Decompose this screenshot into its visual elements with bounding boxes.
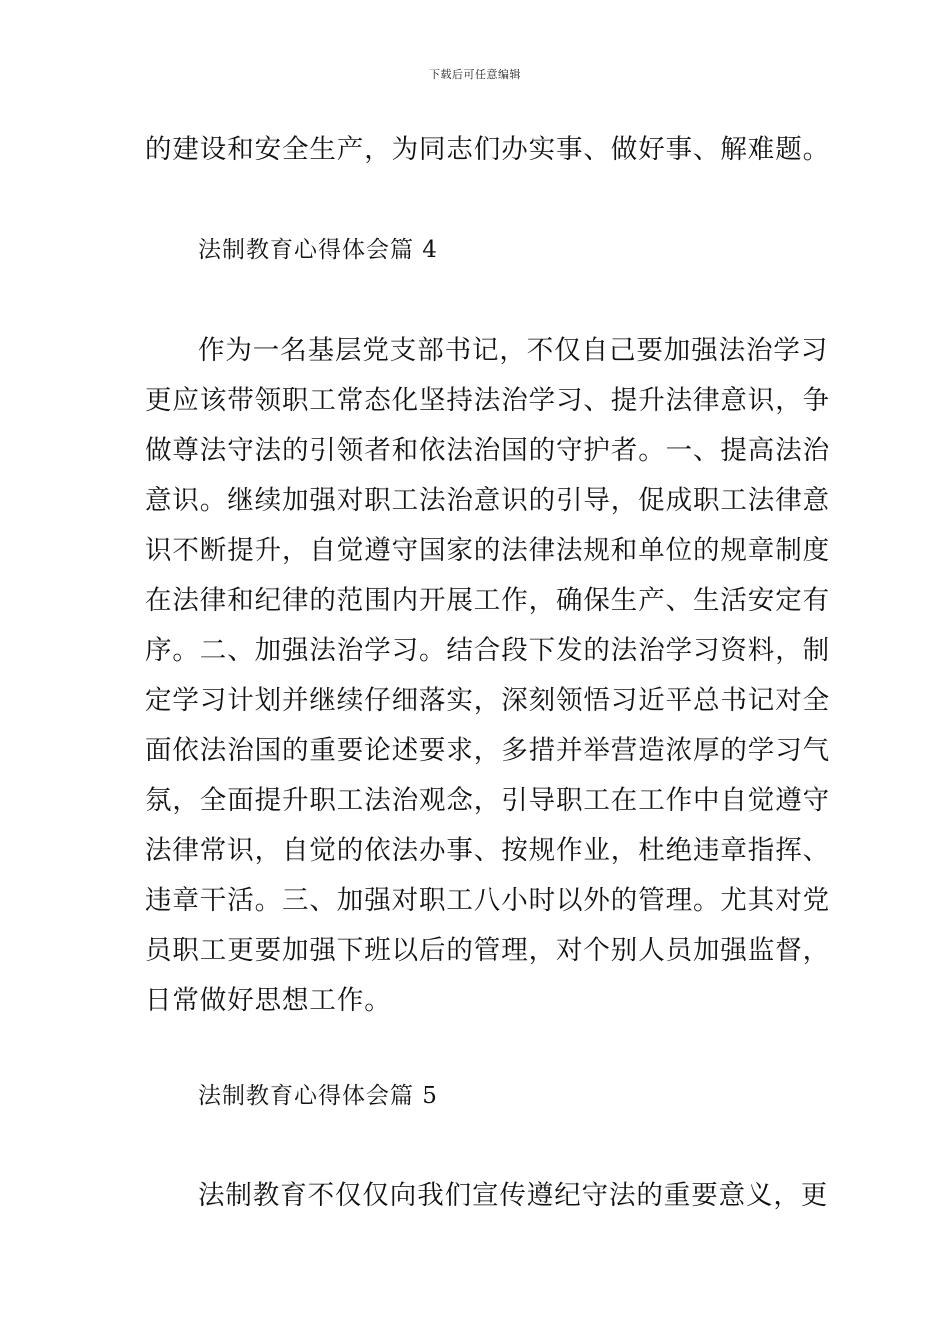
paragraph-line: 法律常识，自觉的依法办事、按规作业，杜绝违章指挥、 bbox=[145, 835, 830, 866]
paragraph-line: 识不断提升，自觉遵守国家的法律法规和单位的规章制度 bbox=[145, 535, 830, 566]
paragraph-line: 做尊法守法的引领者和依法治国的守护者。一、提高法治 bbox=[145, 435, 830, 466]
paragraph-line: 日常做好思想工作。 bbox=[145, 985, 392, 1016]
paragraph-line: 意识。继续加强对职工法治意识的引导，促成职工法律意 bbox=[145, 485, 830, 516]
paragraph-line: 违章干活。三、加强对职工八小时以外的管理。尤其对党 bbox=[145, 885, 830, 916]
paragraph-line: 定学习计划并继续仔细落实，深刻领悟习近平总书记对全 bbox=[145, 685, 830, 716]
paragraph-line: 法制教育不仅仅向我们宣传遵纪守法的重要意义，更 bbox=[198, 1180, 829, 1211]
paragraph-line: 氛，全面提升职工法治观念，引导职工在工作中自觉遵守 bbox=[145, 785, 830, 816]
paragraph-line: 员职工更要加强下班以后的管理，对个别人员加强监督， bbox=[145, 935, 830, 966]
paragraph-line: 作为一名基层党支部书记，不仅自己要加强法治学习 bbox=[198, 335, 829, 366]
header-note: 下载后可任意编辑 bbox=[429, 68, 521, 81]
paragraph-line: 面依法治国的重要论述要求，多措并举营造浓厚的学习气 bbox=[145, 735, 830, 766]
section-4-heading: 法制教育心得体会篇 4 bbox=[198, 237, 438, 263]
paragraph-line: 在法律和纪律的范围内开展工作，确保生产、生活安定有 bbox=[145, 585, 830, 616]
paragraph-line: 更应该带领职工常态化坚持法治学习、提升法律意识，争 bbox=[145, 385, 830, 416]
paragraph-line: 序。二、加强法治学习。结合段下发的法治学习资料，制 bbox=[145, 635, 830, 666]
section-5-heading: 法制教育心得体会篇 5 bbox=[198, 1083, 438, 1109]
continuation-line: 的建设和安全生产，为同志们办实事、做好事、解难题。 bbox=[145, 134, 830, 165]
